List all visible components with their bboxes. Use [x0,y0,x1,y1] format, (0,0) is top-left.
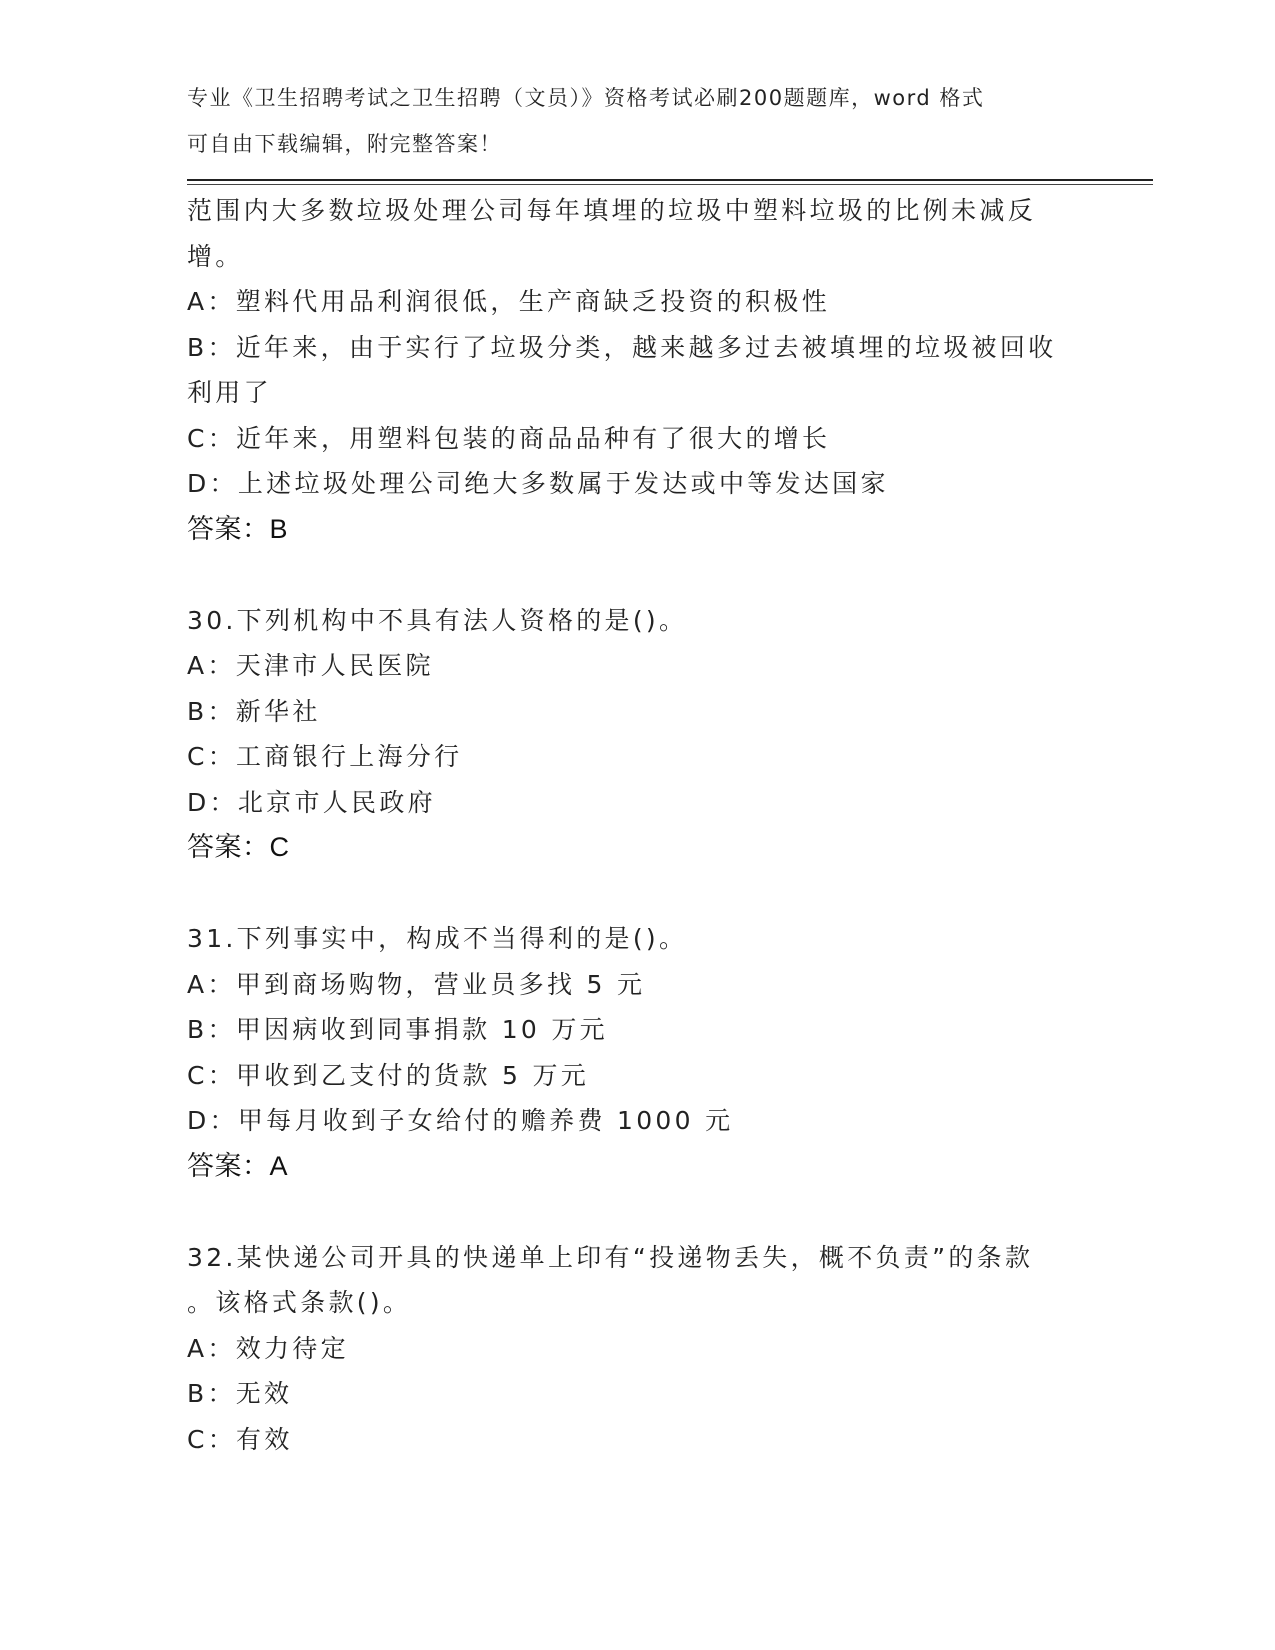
option-a: A：效力待定 [187,1333,349,1363]
question-31 [187,916,1087,1189]
header-divider-thin [187,184,1153,185]
header-line-2: 可自由下载编辑，附完整答案！ [187,131,502,156]
question-29 [187,188,1087,552]
option-d: D：上述垃圾处理公司绝大多数属于发达或中等发达国家 [187,469,889,498]
option-a: A：天津市人民医院 [187,651,434,680]
option-c: C：有效 [187,1424,293,1454]
option-d: D：甲每月收到子女给付的赡养费 1000 元 [187,1106,734,1135]
question-stem: 31.下列事实中，构成不当得利的是()。 [187,924,688,953]
option-a: A：甲到商场购物，营业员多找 5 元 [187,969,646,999]
question-stem-line: 增。 [187,241,244,271]
option-c: C：甲收到乙支付的货款 5 万元 [187,1060,590,1090]
question-32 [187,1235,1087,1463]
question-stem-line: 32.某快递公司开具的快递单上印有“投递物丢失，概不负责”的条款 [187,1242,1034,1272]
option-b: B：无效 [187,1379,293,1408]
option-c: C：工商银行上海分行 [187,742,463,771]
option-d: D：北京市人民政府 [187,787,436,817]
question-stem-line: 范围内大多数垃圾处理公司每年填埋的垃圾中塑料垃圾的比例未减反 [187,196,1037,225]
header-line-1: 专业《卫生招聘考试之卫生招聘（文员）》资格考试必刷200题题库，word 格式 [187,86,985,110]
answer: 答案：B [187,513,289,544]
option-c: C：近年来，用塑料包装的商品品种有了很大的增长 [187,423,831,453]
option-a: A：塑料代用品利润很低，生产商缺乏投资的积极性 [187,287,831,316]
option-b: B：新华社 [187,696,321,726]
page-header [187,76,1067,167]
question-list [187,188,1087,1462]
question-30 [187,598,1087,871]
option-b: B：近年来，由于实行了垃圾分类，越来越多过去被填埋的垃圾被回收 [187,332,1057,362]
answer: 答案：C [187,832,290,862]
question-stem: 30.下列机构中不具有法人资格的是()。 [187,605,688,635]
option-b: B：甲因病收到同事捐款 10 万元 [187,1015,608,1044]
spacer [187,552,1087,598]
header-divider-thick [187,179,1153,181]
spacer [187,1189,1087,1235]
answer: 答案：A [187,1150,289,1181]
option-b-continued: 利用了 [187,378,272,407]
question-stem-line: 。该格式条款()。 [187,1288,412,1317]
spacer [187,871,1087,917]
